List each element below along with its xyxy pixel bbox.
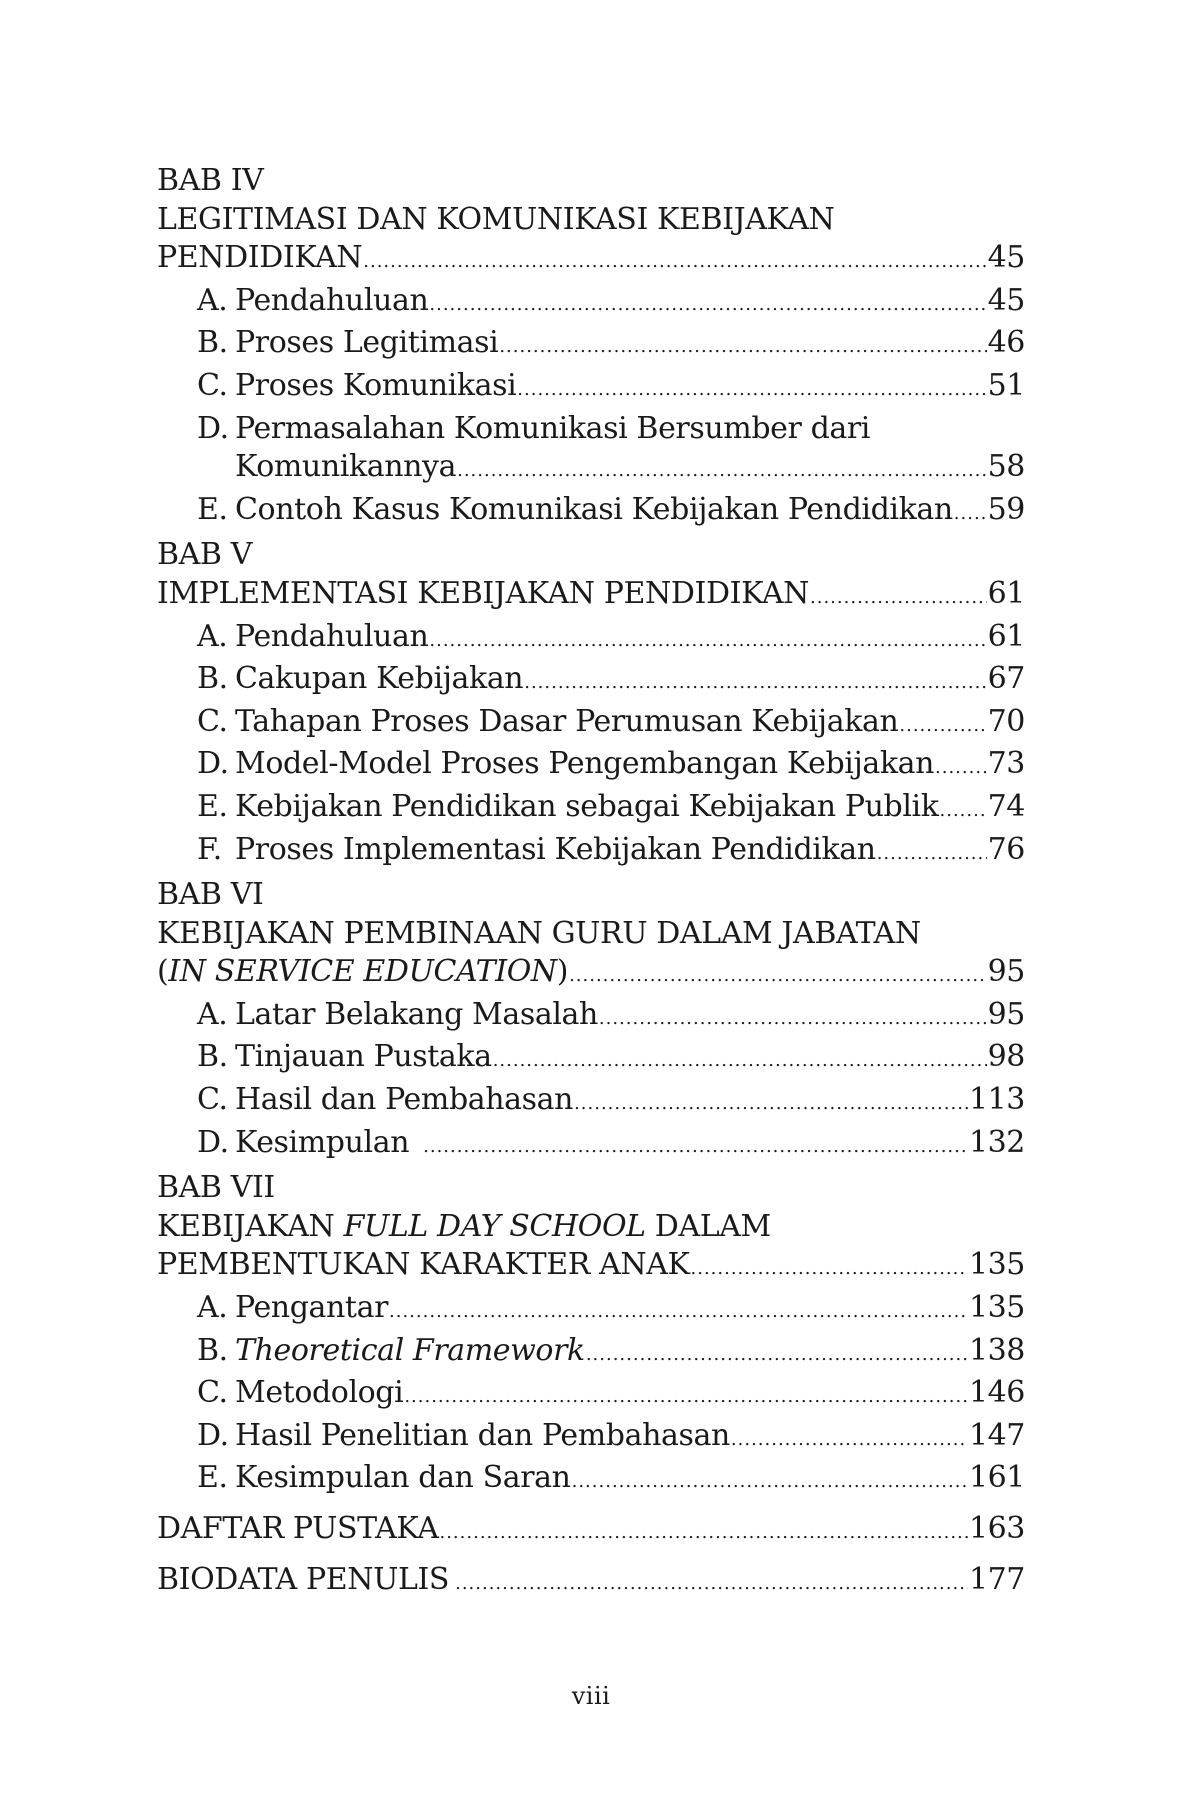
entry-letter: C. <box>197 367 228 403</box>
entry-text: Contoh Kasus Komunikasi Kebijakan Pendidikan <box>235 491 953 527</box>
page-number: 51 <box>987 367 1025 403</box>
entry-text: Kebijakan Pendidikan sebagai Kebijakan Publik <box>235 788 939 824</box>
page-number: 73 <box>987 746 1025 782</box>
page-number: 98 <box>987 1039 1025 1075</box>
page-number: 76 <box>987 831 1025 867</box>
chapter-title-text: PEMBENTUKAN KARAKTER ANAK <box>157 1247 690 1283</box>
entry-text: DAFTAR PUSTAKA <box>157 1511 439 1546</box>
toc-entry-daftar-pustaka[interactable] <box>157 1510 1025 1553</box>
page-number: 177 <box>968 1561 1025 1597</box>
dot-leader <box>389 1289 968 1332</box>
entry-text: Tahapan Proses Dasar Perumusan Kebijakan <box>235 703 899 739</box>
entry-letter: A. <box>197 1290 228 1326</box>
page-number: 58 <box>987 449 1025 485</box>
toc-entry-chapter[interactable] <box>157 239 1025 282</box>
page-number: 132 <box>968 1124 1025 1160</box>
italic-title: FULL DAY SCHOOL <box>343 1208 646 1244</box>
entry-text: Proses Legitimasi <box>235 325 499 361</box>
page-number: 147 <box>968 1417 1025 1453</box>
dot-leader <box>524 660 986 703</box>
toc-entry[interactable] <box>157 745 1025 788</box>
dot-leader <box>599 996 987 1039</box>
paren-open: ( <box>157 954 169 990</box>
page-folio: viii <box>571 1682 611 1710</box>
entry-letter: C. <box>197 1082 228 1118</box>
entry-text: Theoretical Framework <box>235 1332 585 1368</box>
entry-letter: C. <box>197 703 228 739</box>
chapter-title-text <box>157 1208 771 1247</box>
entry-letter: A. <box>197 618 228 654</box>
dot-leader <box>499 324 986 367</box>
page-number: 113 <box>968 1082 1025 1118</box>
dot-leader <box>363 239 986 282</box>
dot-leader <box>935 745 987 788</box>
dot-leader <box>439 1510 967 1553</box>
entry-text: Proses Komunikasi <box>235 367 517 403</box>
entry-letter: F. <box>197 831 222 867</box>
entry-text: Kesimpulan <box>235 1124 410 1160</box>
toc-entry-biodata-penulis[interactable] <box>157 1561 1025 1604</box>
dot-leader <box>455 1561 968 1604</box>
entry-text: Cakupan Kebijakan <box>235 661 524 697</box>
dot-leader <box>954 491 987 534</box>
toc-entry[interactable] <box>157 324 1025 367</box>
page-number: 59 <box>987 491 1025 527</box>
entry-letter: D. <box>197 1124 229 1160</box>
chapter-label-text: BAB VI <box>157 877 264 913</box>
chapter-label-text: BAB V <box>157 537 252 573</box>
dot-leader <box>457 448 987 491</box>
entry-letter: D. <box>197 1417 229 1453</box>
entry-text: Metodologi <box>235 1375 404 1411</box>
dot-leader <box>586 1332 968 1375</box>
dot-leader <box>429 282 986 325</box>
title-part: DALAM <box>645 1208 771 1244</box>
chapter-label-text: BAB VII <box>157 1170 275 1206</box>
toc-entry-continuation[interactable] <box>157 448 1025 491</box>
dot-leader <box>569 953 987 996</box>
chapter-title-text: LEGITIMASI DAN KOMUNIKASI KEBIJAKAN <box>157 201 835 237</box>
entry-text: BIODATA PENULIS <box>157 1561 450 1597</box>
page-number: 138 <box>968 1332 1025 1368</box>
entry-text: Proses Implementasi Kebijakan Pendidikan <box>235 831 876 867</box>
dot-leader <box>940 788 987 831</box>
entry-letter: B. <box>197 1039 228 1075</box>
entry-text: Komunikannya <box>235 449 457 485</box>
entry-text: Latar Belakang Masalah <box>235 996 598 1032</box>
dot-leader <box>404 1374 968 1417</box>
entry-letter: A. <box>197 996 228 1032</box>
dot-leader <box>731 1417 968 1460</box>
toc-entry[interactable] <box>157 788 1025 831</box>
page-number: 135 <box>968 1247 1025 1283</box>
entry-text: Model-Model Proses Pengembangan Kebijakan <box>235 746 935 782</box>
dot-leader <box>810 575 987 618</box>
toc-entry[interactable] <box>157 703 1025 746</box>
toc-entry[interactable] <box>157 1459 1025 1502</box>
chapter-title-text: KEBIJAKAN PEMBINAAN GURU DALAM JABATAN <box>157 915 921 951</box>
page-number: 70 <box>987 703 1025 739</box>
toc-entry-chapter[interactable] <box>157 1246 1025 1289</box>
toc-entry[interactable] <box>157 1038 1025 1081</box>
toc-entry[interactable] <box>157 1081 1025 1124</box>
chapter-label <box>157 876 1025 915</box>
entry-letter: B. <box>197 661 228 697</box>
chapter-title-text <box>157 953 568 992</box>
toc-entry-chapter[interactable] <box>157 575 1025 618</box>
dot-leader <box>517 367 986 410</box>
page-number: 95 <box>987 996 1025 1032</box>
toc-entry[interactable] <box>157 282 1025 325</box>
chapter-title-line <box>157 201 1025 240</box>
page-number: 67 <box>987 661 1025 697</box>
entry-letter: B. <box>197 325 228 361</box>
dot-leader <box>493 1038 987 1081</box>
dot-leader <box>429 618 986 661</box>
table-of-contents <box>157 162 1025 1603</box>
chapter-label <box>157 162 1025 201</box>
entry-letter: E. <box>197 788 228 824</box>
dot-leader <box>691 1246 968 1289</box>
entry-text: Pendahuluan <box>235 618 429 654</box>
page-number: 95 <box>987 954 1025 990</box>
entry-text: Hasil Penelitian dan Pembahasan <box>235 1417 730 1453</box>
paren-close: ) <box>556 954 569 990</box>
page-number: 46 <box>987 325 1025 361</box>
entry-text: Pengantar <box>235 1290 389 1326</box>
chapter-label-text: BAB IV <box>157 163 264 198</box>
entry-text: Hasil dan Pembahasan <box>235 1082 574 1118</box>
entry-letter: B. <box>197 1332 228 1368</box>
chapter-title-line <box>157 1208 1025 1247</box>
entry-letter: D. <box>197 410 229 446</box>
chapter-label <box>157 536 1025 575</box>
dot-leader <box>899 703 986 746</box>
toc-entry[interactable] <box>157 1417 1025 1460</box>
dot-leader <box>572 1459 968 1502</box>
toc-entry[interactable] <box>157 996 1025 1039</box>
page-number: 146 <box>968 1375 1025 1411</box>
entry-letter: E. <box>197 491 228 527</box>
toc-entry[interactable] <box>157 618 1025 661</box>
title-part: KEBIJAKAN <box>157 1208 344 1244</box>
toc-entry[interactable] <box>157 410 1025 449</box>
page-number: 45 <box>987 282 1025 318</box>
page-number: 163 <box>968 1511 1025 1546</box>
toc-entry[interactable] <box>157 367 1025 410</box>
toc-entry[interactable] <box>157 491 1025 534</box>
chapter-title-line <box>157 915 1025 954</box>
entry-letter: A. <box>197 282 228 318</box>
entry-text: Permasalahan Komunikasi Bersumber dari <box>235 410 871 446</box>
page-number: 74 <box>987 788 1025 824</box>
chapter-title-text: PENDIDIKAN <box>157 240 363 276</box>
entry-letter: D. <box>197 746 229 782</box>
entry-text: Tinjauan Pustaka <box>235 1039 492 1075</box>
page-number: 45 <box>987 240 1025 276</box>
dot-leader <box>423 1124 968 1167</box>
chapter-label <box>157 1169 1025 1208</box>
toc-entry-chapter[interactable] <box>157 953 1025 996</box>
dot-leader <box>877 831 987 874</box>
entry-letter: E. <box>197 1460 228 1496</box>
page-number: 61 <box>987 575 1025 611</box>
page-number: 61 <box>987 618 1025 654</box>
toc-entry[interactable] <box>157 660 1025 703</box>
page-number: 161 <box>968 1460 1025 1496</box>
entry-text: Kesimpulan dan Saran <box>235 1460 571 1496</box>
toc-entry[interactable] <box>157 1124 1025 1167</box>
dot-leader <box>574 1081 968 1124</box>
toc-entry[interactable] <box>157 1289 1025 1332</box>
toc-entry[interactable] <box>157 1332 1025 1375</box>
entry-letter: C. <box>197 1375 228 1411</box>
italic-title: IN SERVICE EDUCATION <box>168 954 557 990</box>
toc-entry[interactable] <box>157 1374 1025 1417</box>
toc-entry[interactable] <box>157 831 1025 874</box>
entry-text: Pendahuluan <box>235 282 429 318</box>
page-number: 135 <box>968 1290 1025 1326</box>
chapter-title-text: IMPLEMENTASI KEBIJAKAN PENDIDIKAN <box>157 575 810 611</box>
